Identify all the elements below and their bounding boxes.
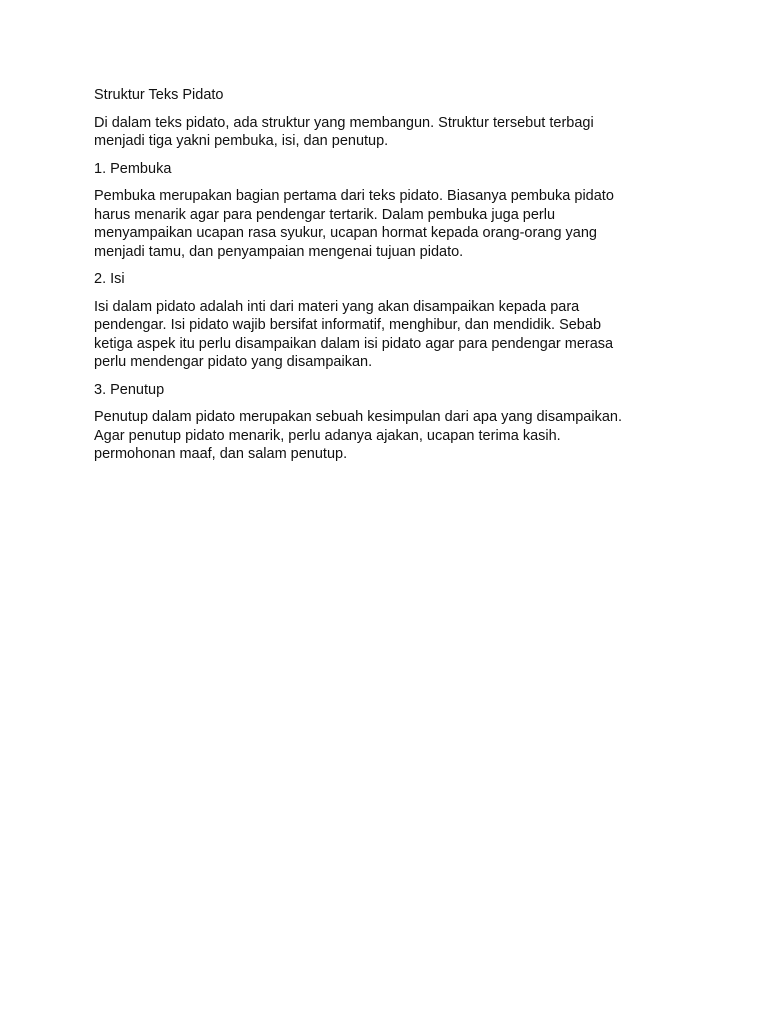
section-paragraph-pembuka [94, 187, 674, 261]
paragraph-line: harus menarik agar para pendengar tertarik. Dalam pembuka juga perlu [94, 206, 556, 223]
paragraph-line: pendengar. Isi pidato wajib bersifat informatif, menghibur, dan mendidik. Sebab [94, 317, 602, 333]
document-body [94, 86, 674, 473]
section-paragraph-penutup [94, 408, 674, 464]
paragraph-line: permohonan maaf, dan salam penutup. [94, 446, 348, 462]
intro-line: Di dalam teks pidato, ada struktur yang membangun. Struktur tersebut terbagi [94, 114, 594, 131]
paragraph-line: ketiga aspek itu perlu disampaikan dalam isi pidato agar para pendengar merasa [94, 335, 614, 352]
paragraph-line: perlu mendengar pidato yang disampaikan. [94, 354, 373, 370]
paragraph-line: menyampaikan ucapan rasa syukur, ucapan hormat kepada orang-orang yang [94, 225, 597, 241]
paragraph-line: menjadi tamu, dan penyampaian mengenai tujuan pidato. [94, 243, 464, 260]
paragraph-line: Agar penutup pidato menarik, perlu adanya ajakan, ucapan terima kasih. [94, 427, 561, 444]
intro-paragraph [94, 114, 674, 151]
paragraph-line: Isi dalam pidato adalah inti dari materi yang akan disampaikan kepada para [94, 298, 580, 315]
document-title: Struktur Teks Pidato [94, 87, 224, 103]
paragraph-line: Pembuka merupakan bagian pertama dari teks pidato. Biasanya pembuka pidato [94, 188, 614, 204]
paragraph-line: Penutup dalam pidato merupakan sebuah kesimpulan dari apa yang disampaikan. [94, 409, 622, 425]
section-paragraph-isi [94, 298, 674, 372]
section-heading-pembuka: 1. Pembuka [94, 160, 172, 177]
section-heading-isi: 2. Isi [94, 271, 125, 287]
intro-line: menjadi tiga yakni pembuka, isi, dan penutup. [94, 133, 389, 149]
section-heading-penutup: 3. Penutup [94, 381, 165, 398]
